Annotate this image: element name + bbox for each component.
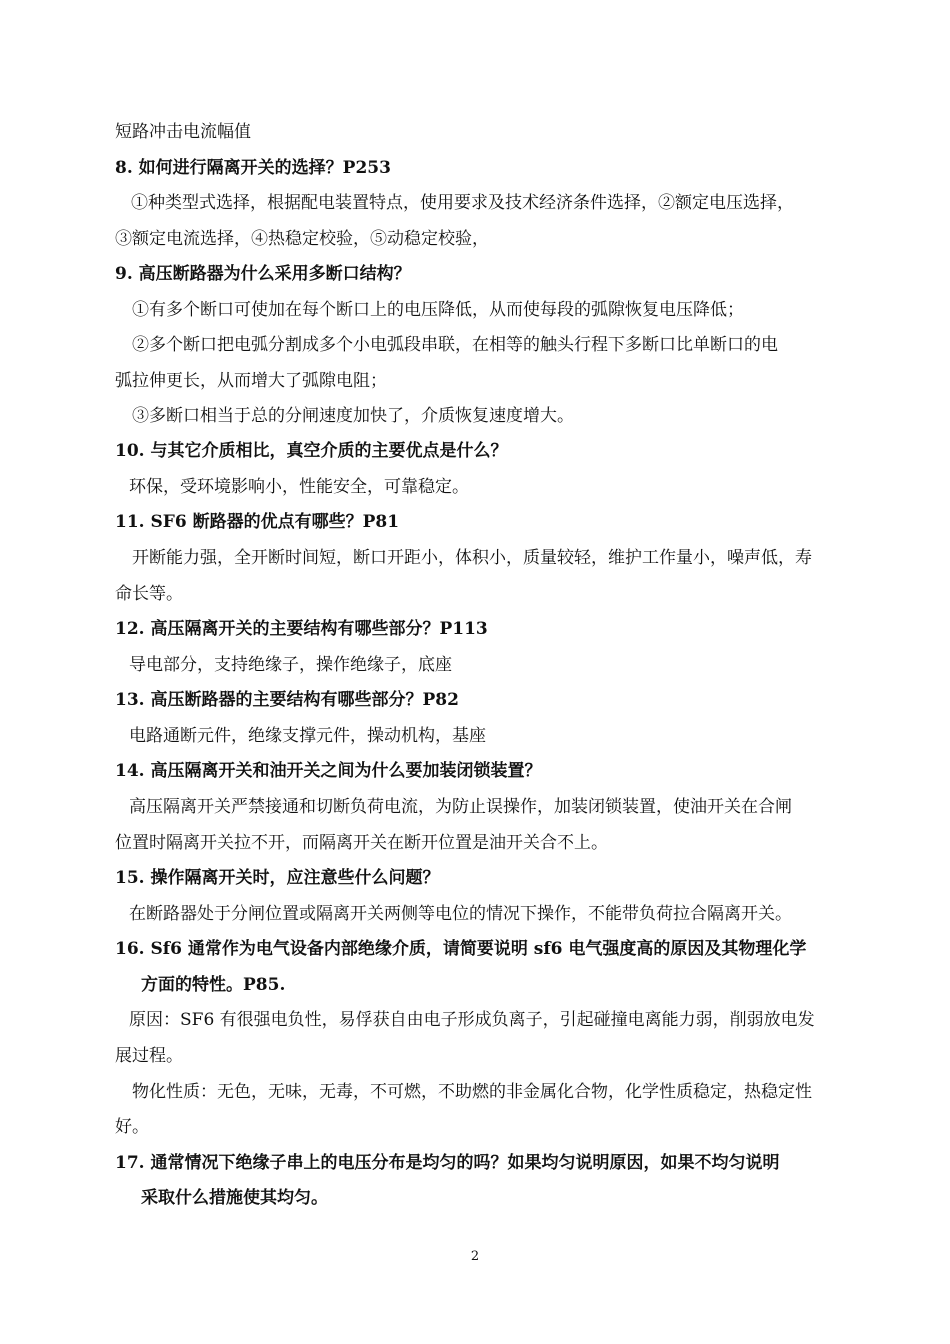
answer-line: 命长等。 [115,584,183,604]
answer-line: ③额定电流选择，④热稳定校验，⑤动稳定校验， [115,229,489,249]
answer-line: 展过程。 [115,1046,183,1066]
answer-line: 弧拉伸更长，从而增大了弧隙电阻； [115,371,387,391]
question-line: 15. 操作隔离开关时，应注意些什么问题？ [115,868,440,888]
answer-line: 位置时隔离开关拉不开，而隔离开关在断开位置是油开关合不上。 [115,833,608,853]
answer-line: 短路冲击电流幅值 [115,122,251,142]
answer-line: 物化性质：无色，无味，无毒，不可燃，不助燃的非金属化合物，化学性质稳定，热稳定性 [132,1082,812,1102]
question-line: 16. Sf6 通常作为电气设备内部绝缘介质，请简要说明 sf6 电气强度高的原因及其物理化学 [115,939,807,959]
page-number: 2 [470,1249,480,1264]
answer-line: 电路通断元件，绝缘支撑元件，操动机构，基座 [129,726,486,746]
question-line: 13. 高压断路器的主要结构有哪些部分？P82 [115,690,459,710]
question-line: 9. 高压断路器为什么采用多断口结构？ [115,264,411,284]
question-line: 11. SF6 断路器的优点有哪些？P81 [115,512,400,532]
answer-line: 开断能力强，全开断时间短，断口开距小，体积小，质量较轻，维护工作量小，噪声低，寿 [132,548,812,568]
answer-line: 好。 [115,1117,149,1137]
answer-line: ③多断口相当于总的分闸速度加快了，介质恢复速度增大。 [132,406,574,426]
answer-line: 原因：SF6 有很强电负性，易俘获自由电子形成负离子，引起碰撞电离能力弱，削弱放电发 [129,1010,815,1030]
question-line: 17. 通常情况下绝缘子串上的电压分布是均匀的吗？如果均匀说明原因，如果不均匀说明 [115,1153,780,1173]
answer-line: 高压隔离开关严禁接通和切断负荷电流，为防止误操作，加装闭锁装置，使油开关在合闸 [129,797,792,817]
question-line: 14. 高压隔离开关和油开关之间为什么要加装闭锁装置？ [115,761,542,781]
question-line: 采取什么措施使其均匀。 [141,1188,328,1208]
question-line: 12. 高压隔离开关的主要结构有哪些部分？P113 [115,619,488,639]
answer-line: 在断路器处于分闸位置或隔离开关两侧等电位的情况下操作，不能带负荷拉合隔离开关。 [129,904,792,924]
answer-line: 环保，受环境影响小，性能安全，可靠稳定。 [129,477,469,497]
question-line: 方面的特性。P85. [141,975,286,995]
answer-line: ①种类型式选择，根据配电装置特点，使用要求及技术经济条件选择，②额定电压选择， [131,193,794,213]
answer-line: 导电部分，支持绝缘子，操作绝缘子，底座 [129,655,452,675]
answer-line: ②多个断口把电弧分割成多个小电弧段串联，在相等的触头行程下多断口比单断口的电 [132,335,778,355]
question-line: 8. 如何进行隔离开关的选择？P253 [115,158,391,178]
question-line: 10. 与其它介质相比，真空介质的主要优点是什么？ [115,441,508,461]
answer-line: ①有多个断口可使加在每个断口上的电压降低，从而使每段的弧隙恢复电压降低； [132,300,744,320]
